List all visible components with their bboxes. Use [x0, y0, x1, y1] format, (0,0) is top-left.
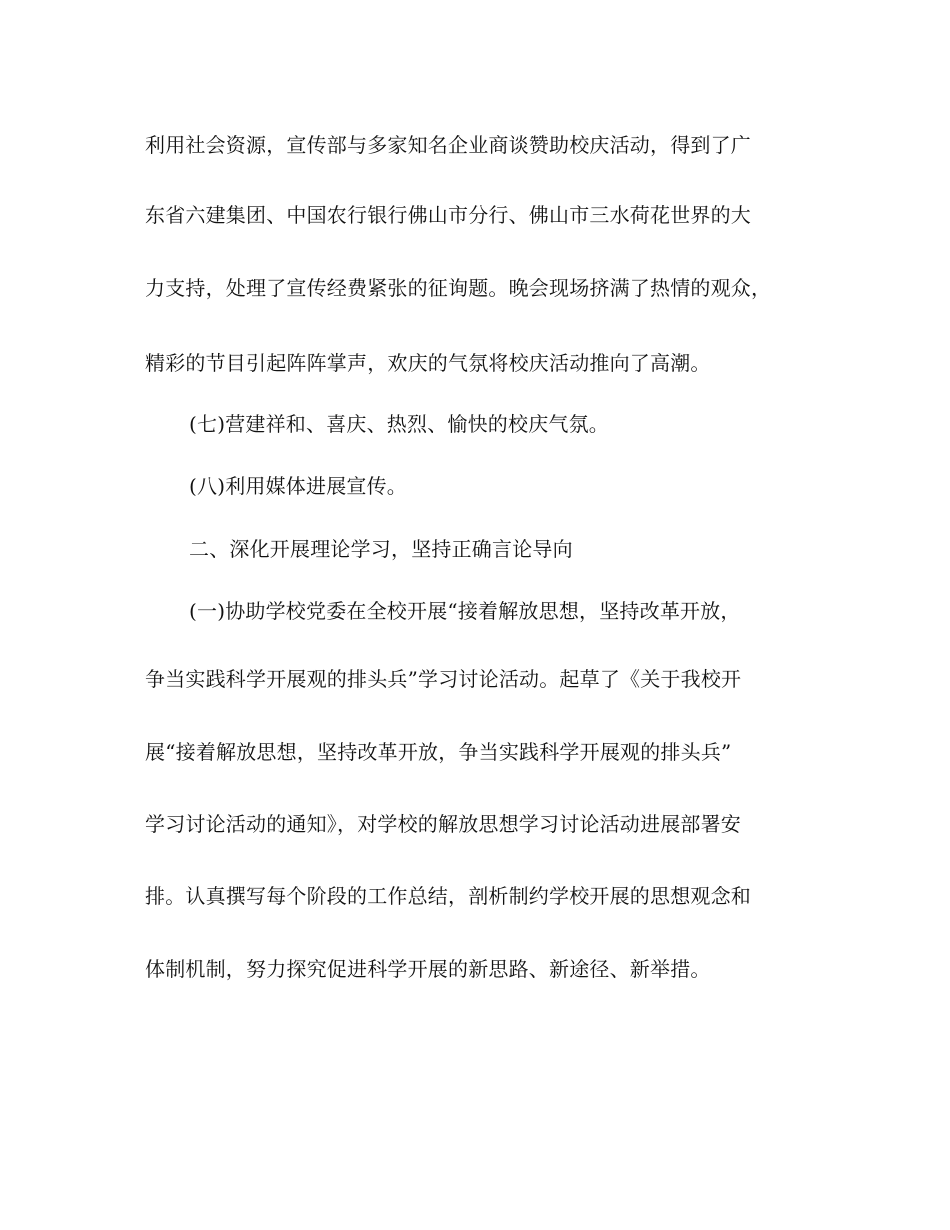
paragraph-line: 争当实践科学开展观的排头兵”学习讨论活动。起草了《关于我校开: [145, 667, 742, 691]
paragraph-line: 学习讨论活动的通知》，对学校的解放思想学习讨论活动进展部署安: [145, 812, 741, 836]
section-heading-2: 二、深化开展理论学习，坚持正确言论导向: [189, 537, 573, 561]
paragraph-line: 展“接着解放思想，坚持改革开放，争当实践科学开展观的排头兵”: [145, 740, 732, 764]
paragraph-line: 利用社会资源，宣传部与多家知名企业商谈赞助校庆活动，得到了广: [145, 133, 751, 157]
subsection-item-1: (一)协助学校党委在全校开展“接着解放思想，坚持改革开放，: [189, 599, 741, 623]
paragraph-line: 力支持，处理了宣传经费紧张的征询题。晚会现场挤满了热情的观众，: [145, 276, 772, 300]
paragraph-line: 排。认真撰写每个阶段的工作总结，剖析制约学校开展的思想观念和: [145, 884, 751, 908]
paragraph-line: 东省六建集团、中国农行银行佛山市分行、佛山市三水荷花世界的大: [145, 203, 751, 227]
section-item-8: (八)利用媒体进展宣传。: [189, 474, 408, 498]
section-item-7: (七)营建祥和、喜庆、热烈、愉快的校庆气氛。: [189, 412, 610, 436]
paragraph-line: 体制机制，努力探究促进科学开展的新思路、新途径、新举措。: [145, 957, 711, 981]
paragraph-line: 精彩的节目引起阵阵掌声，欢庆的气氛将校庆活动推向了高潮。: [145, 351, 711, 375]
